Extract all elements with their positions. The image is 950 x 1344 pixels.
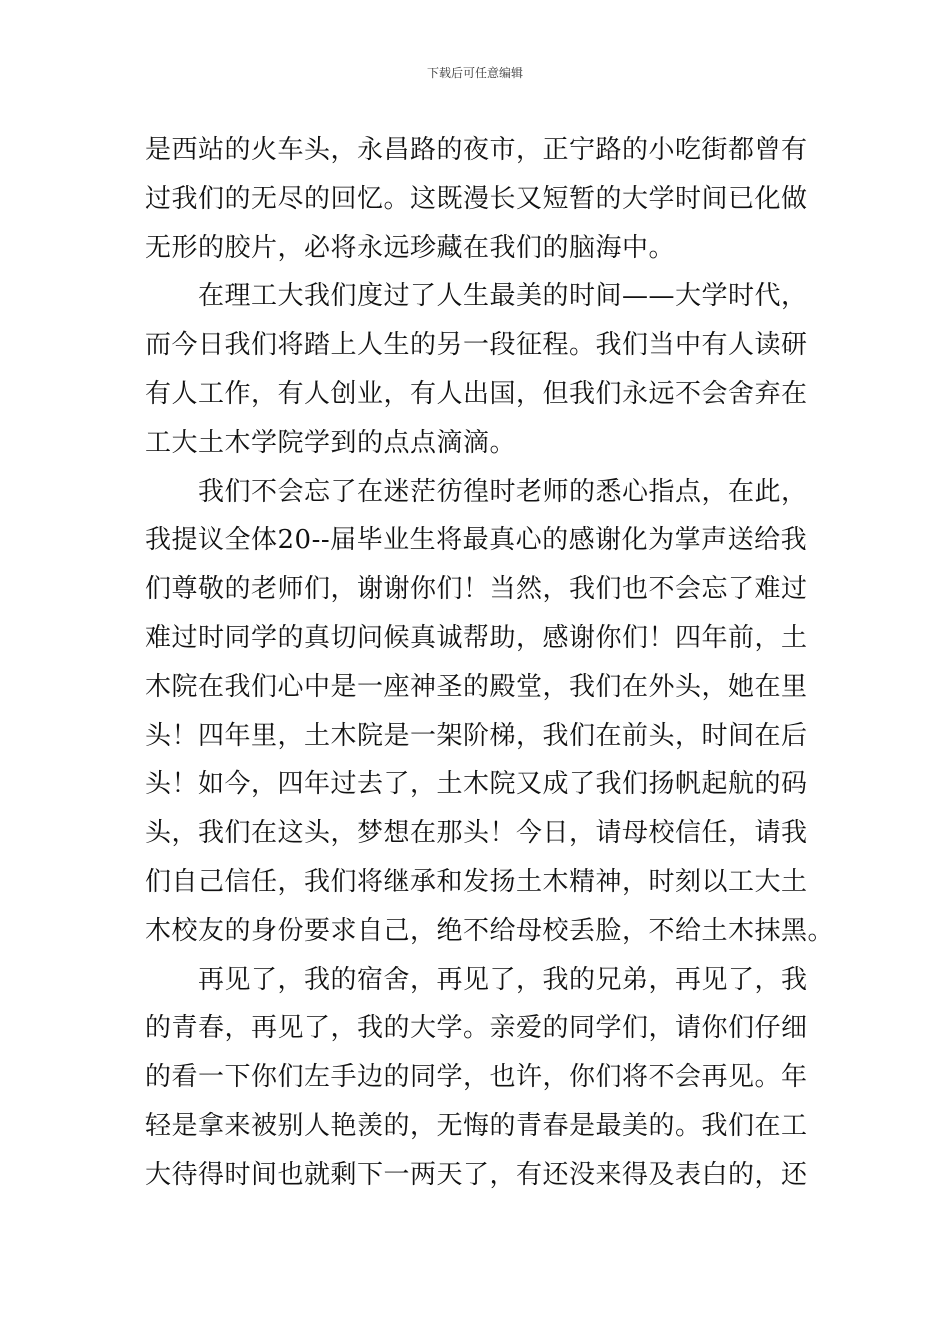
text-line: 大待得时间也就剩下一两天了，有还没来得及表白的，还 (145, 1159, 808, 1190)
paragraph (145, 468, 835, 956)
text-line: 再见了，我的宿舍，再见了，我的兄弟，再见了，我 (198, 964, 808, 995)
text-line: 们尊敬的老师们，谢谢你们！当然，我们也不会忘了难过 (145, 574, 808, 605)
text-line: 工大土木学院学到的点点滴滴。 (145, 427, 517, 458)
text-line: 我提议全体20--届毕业生将最真心的感谢化为掌声送给我 (145, 525, 808, 556)
paragraph (145, 126, 810, 272)
text-line: 是西站的火车头，永昌路的夜市，正宁路的小吃街都曾有 (145, 135, 808, 165)
text-line: 在理工大我们度过了人生最美的时间——大学时代， (198, 281, 808, 312)
text-line: 无形的胶片，必将永远珍藏在我们的脑海中。 (145, 232, 676, 263)
page-header: 下载后可任意编辑 (426, 66, 523, 80)
text-line: 有人工作，有人创业，有人出国，但我们永远不会舍弃在 (145, 378, 808, 409)
text-line: 难过时同学的真切问候真诚帮助，感谢你们！四年前，土 (145, 622, 808, 653)
text-line: 头！四年里，土木院是一架阶梯，我们在前头，时间在后 (145, 720, 808, 751)
text-line: 头，我们在这头，梦想在那头！今日，请母校信任，请我 (145, 818, 808, 849)
text-line: 头！如今，四年过去了，土木院又成了我们扬帆起航的码 (145, 769, 808, 800)
text-line: 过我们的无尽的回忆。这既漫长又短暂的大学时间已化做 (145, 183, 808, 214)
text-line: 我们不会忘了在迷茫彷徨时老师的悉心指点，在此， (198, 476, 808, 507)
document-body (145, 126, 835, 1200)
text-line: 轻是拿来被别人艳羡的，无悔的青春是最美的。我们在工 (145, 1110, 808, 1141)
text-line: 而今日我们将踏上人生的另一段征程。我们当中有人读研 (145, 330, 808, 361)
text-line: 木院在我们心中是一座神圣的殿堂，我们在外头，她在里 (145, 671, 808, 702)
paragraph (145, 956, 810, 1200)
text-line: 的青春，再见了，我的大学。亲爱的同学们，请你们仔细 (145, 1013, 808, 1044)
text-line: 的看一下你们左手边的同学，也许，你们将不会再见。年 (145, 1062, 808, 1093)
text-line: 们自己信任，我们将继承和发扬土木精神，时刻以工大土 (145, 866, 808, 897)
text-line: 木校友的身份要求自己，绝不给母校丢脸，不给土木抹黑。 (145, 915, 835, 946)
paragraph (145, 272, 810, 467)
